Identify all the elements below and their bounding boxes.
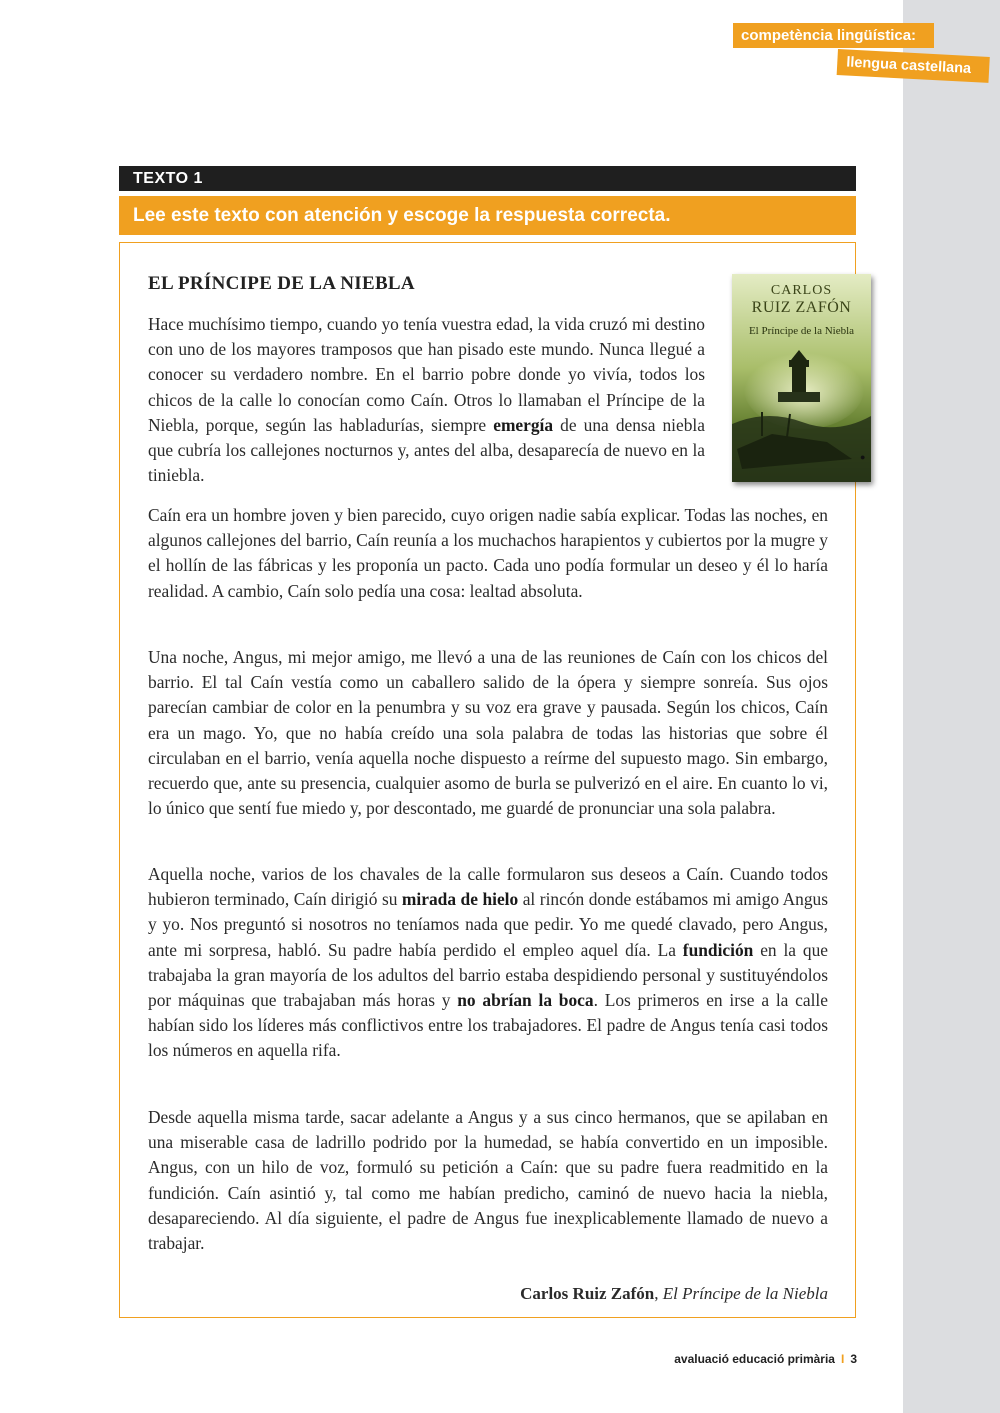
paragraph-1 [148, 312, 705, 488]
instruction-banner: Lee este texto con atención y escoge la respuesta correcta. [119, 196, 856, 235]
footer-label: avaluació educació primària [674, 1352, 835, 1366]
paragraph-1-text: Hace muchísimo tiempo, cuando yo tenía vuestra edad, la vida cruzó mi destino con uno de los mayores tramposos que han pisado este mundo. Nunca llegué a conocer su verdadero nombre. En el barrio pobre donde yo vivía, todos los chicos de la calle lo conocían como Caín. Otros lo llamaban el Príncipe de la Niebla, porque, según las habladurías, siempre [148, 314, 705, 435]
paragraph-1-text-end: de una densa niebla que cubría los callejones nocturnos y, antes del alba, desaparecía de nuevo en la tiniebla. [148, 414, 705, 486]
subject-tag-language: llengua castellana [837, 49, 990, 83]
footer-separator: I [840, 1352, 845, 1366]
paragraph-4 [148, 862, 828, 1064]
book-cover-title: El Príncipe de la Niebla [748, 325, 855, 337]
bold-term-mirada-de-hielo: mirada de hielo [401, 889, 519, 910]
section-label: TEXTO 1 [119, 166, 856, 191]
paragraph-2: Caín era un hombre joven y bien parecido, cuyo origen nadie sabía explicar. Todas las noches, en algunos callejones del barrio, Caín reunía a los muchachos harapientos y cubiertos por la mugre y el hollín de las fábricas y les proponía un pacto. Cada uno podía formular un deseo y él lo haría realidad. A cambio, Caín solo pedía una cosa: lealtad absoluta. [148, 505, 828, 601]
paragraph-5: Desde aquella misma tarde, sacar adelante a Angus y a sus cinco hermanos, que se apilaban en una miserable casa de ladrillo podrido por la humedad, se había convertido en un imposible. Angus, con un hilo de voz, formuló su petición a Caín: que su padre fuera readmitido en la fundición. Caín asintió y, tal como me habían predicho, caminó de nuevo hacia la niebla, desapareciendo. Al día siguiente, el padre de Angus fue inexplicablemente llamado de nuevo a trabajar. [148, 1107, 828, 1254]
side-band [903, 0, 1000, 1413]
page-number: 3 [850, 1352, 857, 1366]
attribution-author: Carlos Ruiz Zafón [520, 1284, 655, 1303]
svg-text:●: ● [860, 452, 866, 462]
book-cover-image [732, 274, 871, 482]
book-cover-author-line2: RUIZ ZAFÓN [751, 299, 852, 316]
page-footer [674, 1352, 857, 1366]
story-title: EL PRÍNCIPE DE LA NIEBLA [148, 273, 415, 294]
attribution-work: El Príncipe de la Niebla [662, 1284, 828, 1303]
bold-term-fundicion: fundición [682, 939, 754, 960]
bold-term-no-abrian-la-boca: no abrían la boca [457, 990, 594, 1011]
subject-tag-competence: competència lingüística: [733, 23, 934, 48]
book-cover-author-line1: CARLOS [770, 283, 833, 298]
paragraph-4-text-e: . Los primeros en irse a la calle habían sido los líderes más conflictivos entre los trabajadores. El padre de Angus tenía casi todos los números en aquella rifa. [148, 990, 828, 1061]
attribution-separator: , [654, 1284, 663, 1303]
attribution [520, 1284, 828, 1304]
paragraph-3: Una noche, Angus, mi mejor amigo, me llevó a una de las reuniones de Caín con los chicos del barrio. El tal Caín vestía como un caballero salido de la ópera y siempre sonreía. Sus ojos parecían cambiar de color en la penumbra y su voz era grave y pausada. Según los chicos, Caín era un mago. Yo, que no había creído una sola palabra de todas las historias que sobre él circulaban en el barrio, venía aquella noche dispuesto a reírme del supuesto mago. Sin embargo, recuerdo que, ante su presencia, cualquier asomo de burla se pulverizó en el aire. En cuanto lo vi, lo único que sentí fue miedo y, por descontado, me guardé de pronunciar una sola palabra. [148, 647, 828, 819]
paragraph-4-text-c: al rincón donde estábamos mi amigo Angus y yo. Nos preguntó si nosotros no teníamos nada que pedir. Yo me quedé clavado, pero Angus, ante mi sorpresa, habló. Su padre había perdido el empleo aquel día. La [148, 889, 828, 960]
paragraph-4-text-a: Aquella noche, varios de los chavales de la calle formularon sus deseos a Caín. Cuando todos hubieron terminado, Caín dirigió su [148, 864, 828, 910]
bold-term-emergia: emergía [493, 414, 554, 435]
paragraph-4-text-d: en la que trabajaba la gran mayoría de los adultos del barrio estaba despidiendo personal y sustituyéndolos por máquinas que trabajaban más horas y [148, 939, 828, 1011]
